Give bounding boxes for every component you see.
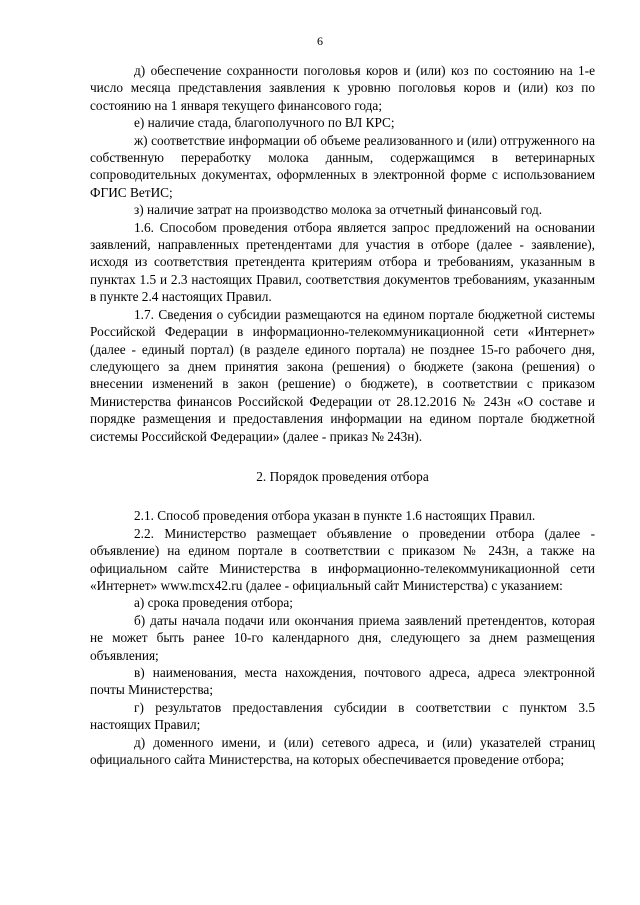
paragraph-item-b: б) даты начала подачи или окончания приема заявлений претендентов, которая не может быть ранее 10-го календарного дня, следующего за днем размещения объявления; xyxy=(90,612,595,663)
paragraph-item-z: з) наличие затрат на производство молока за отчетный финансовый год. xyxy=(134,202,543,218)
paragraph-clause-1-6: 1.6. Способом проведения отбора является запрос предложений на основании заявлений, направленных претендентами для участия в отборе (далее - заявление), исходя из соответствия претендента критериям отбора и требованиям, указанным в пунктах 1.5 и 2.3 настоящих Правил, соответствия документов требованиям, указанным в пункте 2.4 настоящих Правил. xyxy=(90,219,595,305)
paragraph-item-a: а) срока проведения отбора; xyxy=(134,595,293,611)
paragraph-item-e: е) наличие стада, благополучного по ВЛ КРС; xyxy=(134,115,395,131)
paragraph-clause-2-2: 2.2. Министерство размещает объявление о проведении отбора (далее - объявление) на едином портале в соответствии с приказом № 243н, а также на официальном сайте Министерства в информационно-телекоммуникационной сети «Интернет» www.mcx42.ru (далее - официальный сайт Министерства) с указанием: xyxy=(90,525,595,593)
paragraph-item-g: г) результатов предоставления субсидии в соответствии с пунктом 3.5 настоящих Правил; xyxy=(90,699,595,733)
page-number: 6 xyxy=(317,34,323,48)
paragraph-clause-2-1: 2.1. Способ проведения отбора указан в пункте 1.6 настоящих Правил. xyxy=(134,508,536,524)
section-title: 2. Порядок проведения отбора xyxy=(256,468,429,484)
paragraph-item-d2: д) доменного имени, и (или) сетевого адреса, и (или) указателей страниц официального сайта Министерства, на которых обеспечивается проведение отбора; xyxy=(90,734,595,768)
paragraph-clause-1-7: 1.7. Сведения о субсидии размещаются на едином портале бюджетной системы Российской Федерации в информационно-телекоммуникационной сети «Интернет» (далее - единый портал) (в разделе единого портала) не позднее 15-го рабочего дня, следующего за днем принятия закона (решения) о бюджете (закона (решения) о внесении изменений в закон (решение) о бюджете), в соответствии с приказом Министерства финансов Российской Федерации от 28.12.2016 № 243н «О составе и порядке размещения и предоставления информации на едином портале бюджетной системы Российской Федерации» (далее - приказ № 243н). xyxy=(90,306,595,444)
document-body xyxy=(90,62,595,768)
paragraph-item-v: в) наименования, места нахождения, почтового адреса, адреса электронной почты Министерства; xyxy=(90,665,595,698)
paragraph-item-d: д) обеспечение сохранности поголовья коров и (или) коз по состоянию на 1-е число месяца представления заявления к уровню поголовья коров и (или) коз по состоянию на 1 января текущего финансового года; xyxy=(90,63,595,113)
paragraph-item-zh: ж) соответствие информации об объеме реализованного и (или) отгруженного на собственную переработку молока данным, содержащимся в ветеринарных сопроводительных документах, оформленных в электронной форме с использованием ФГИС ВетИС; xyxy=(90,132,595,200)
